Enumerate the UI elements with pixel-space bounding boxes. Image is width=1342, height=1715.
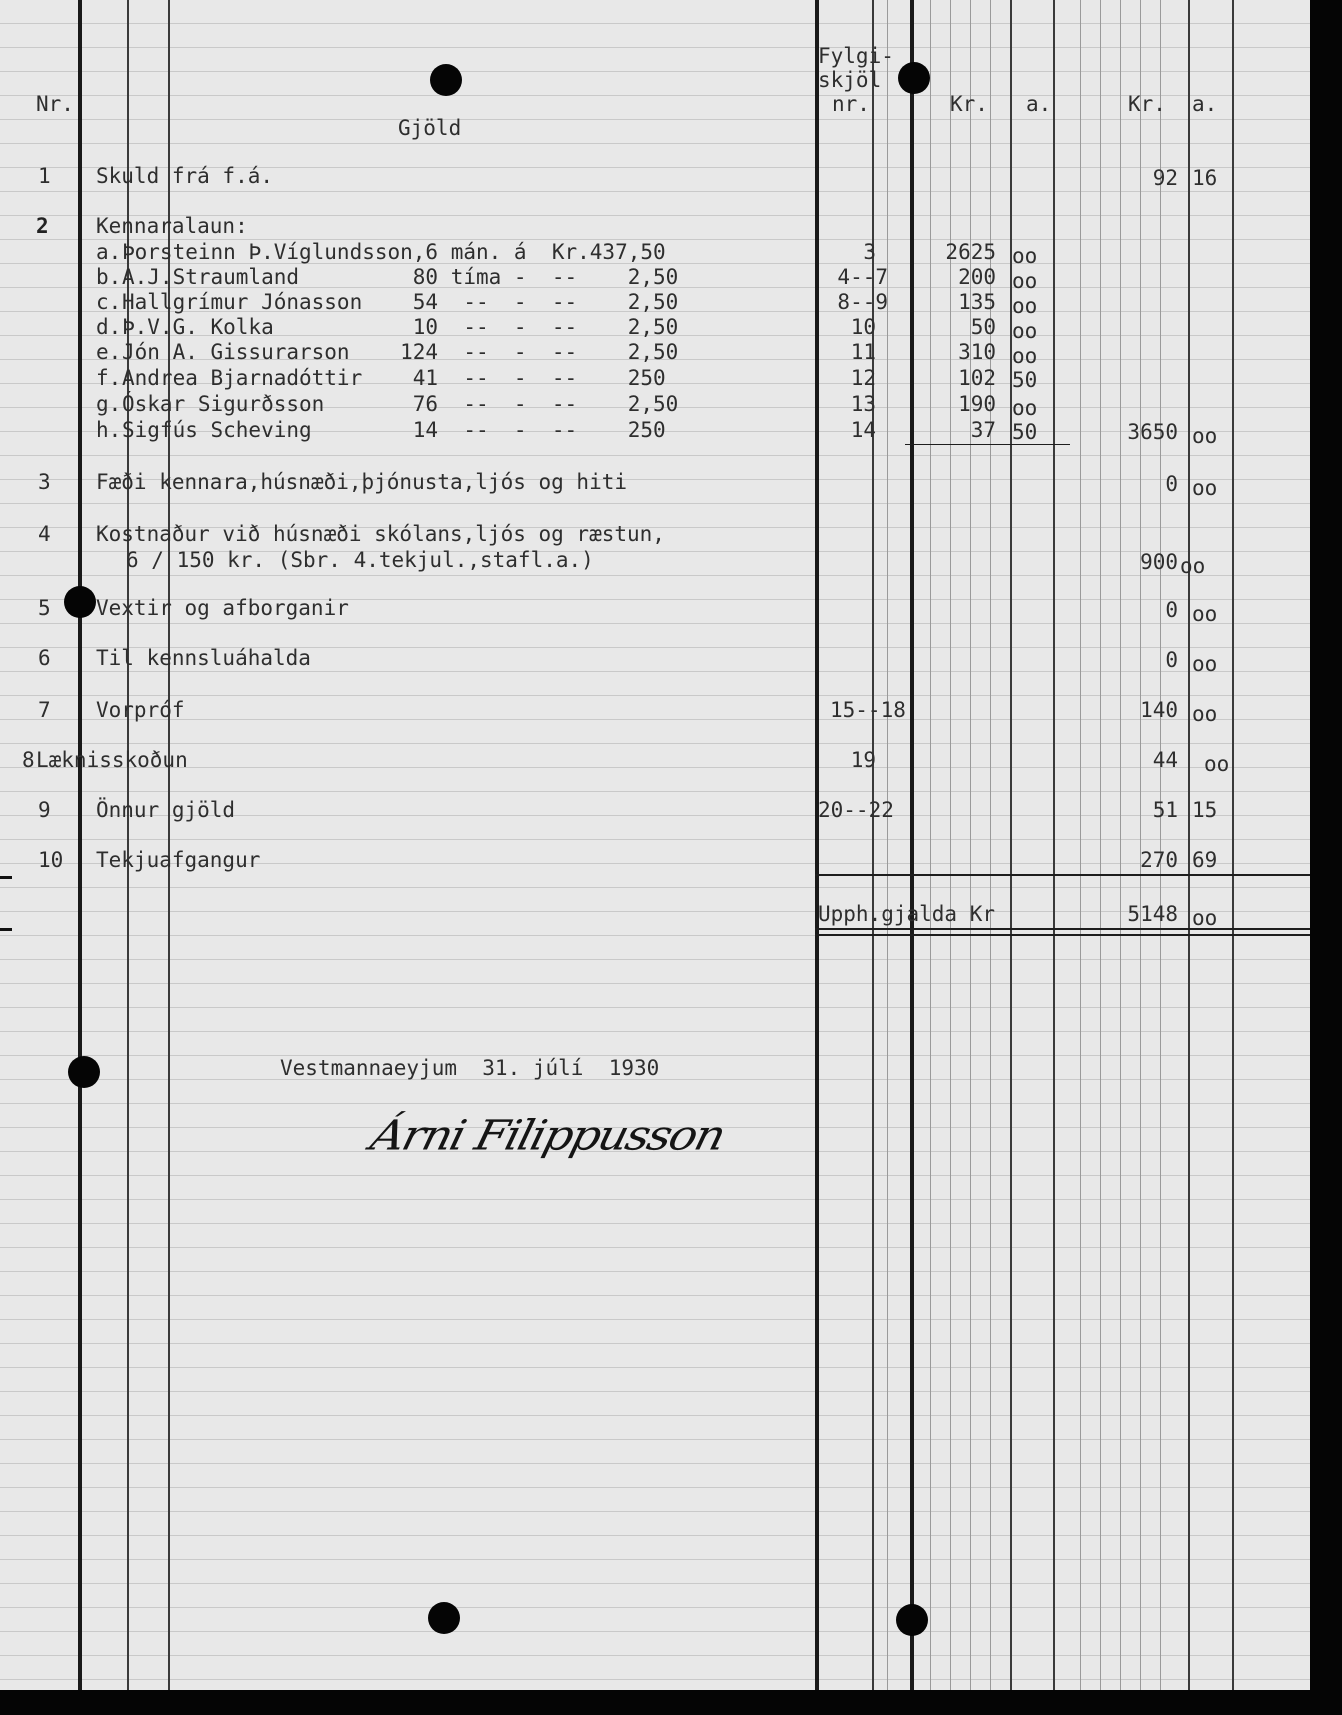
item-text: Kostnaður við húsnæði skólans,ljós og ræstun, — [96, 522, 665, 546]
total-label: Upph.gjalda Kr — [818, 902, 996, 926]
total-rule-bottom-2 — [815, 934, 1310, 936]
item-nr: 5 — [38, 596, 51, 620]
header-nr: Nr. — [36, 92, 74, 116]
teacher-line: Hallgrímur Jónasson 54 -- - -- 2,50 — [122, 290, 679, 314]
margin-rule-left — [78, 0, 82, 1690]
item-a: 69 — [1192, 848, 1218, 872]
rule-fylgi-left — [815, 0, 819, 1690]
rule — [1100, 0, 1101, 1690]
teacher-fylgi: 10 — [850, 315, 876, 339]
rule — [1080, 0, 1081, 1690]
place-date: Vestmannaeyjum 31. júlí 1930 — [280, 1056, 660, 1080]
item-kr: 51 — [1152, 798, 1178, 822]
item-a: oo — [1192, 602, 1218, 626]
teacher-fylgi: 12 — [850, 366, 876, 390]
teacher-kr: 310 — [958, 340, 996, 364]
item-a: oo — [1192, 652, 1218, 676]
teacher-letter: d. — [96, 315, 122, 339]
item-a: oo — [1192, 476, 1218, 500]
teacher-a: 50 — [1012, 368, 1038, 392]
total-a: oo — [1192, 906, 1218, 930]
rule — [1120, 0, 1121, 1690]
item-a: 16 — [1192, 166, 1218, 190]
teacher-line: Þorsteinn Þ.Víglundsson,6 mán. á Kr.437,50 — [122, 240, 666, 264]
teacher-line: A.J.Straumland 80 tíma - -- 2,50 — [122, 265, 679, 289]
item-text: Önnur gjöld — [96, 798, 236, 822]
teacher-kr: 37 — [970, 418, 996, 442]
teacher-a: oo — [1012, 269, 1038, 293]
item-a: oo — [1192, 702, 1218, 726]
teacher-fylgi: 3 — [863, 240, 876, 264]
item-text: Tekjuafgangur — [96, 848, 261, 872]
item-text: Kennaralaun: — [96, 214, 248, 238]
teacher-a: oo — [1012, 396, 1038, 420]
teacher-a: 50 — [1012, 420, 1038, 444]
rule-a2-left — [1188, 0, 1190, 1690]
item-text: Skuld frá f.á. — [96, 164, 274, 188]
punch-hole — [68, 1056, 100, 1088]
teacher-line: Óskar Sigurðsson 76 -- - -- 2,50 — [122, 392, 679, 416]
teacher-fylgi: 11 — [850, 340, 876, 364]
item-nr: 3 — [38, 470, 51, 494]
item-nr: 2 — [36, 214, 49, 238]
rule-a1-left — [1053, 0, 1055, 1690]
teacher-fylgi: 14 — [850, 418, 876, 442]
item-text: Til kennsluáhalda — [96, 646, 311, 670]
teacher-line: Jón A. Gissurarson 124 -- - -- 2,50 — [122, 340, 679, 364]
item-text: Læknisskoðun — [36, 748, 188, 772]
item-kr: 0 — [1165, 598, 1178, 622]
teacher-letter: h. — [96, 418, 122, 442]
header-fylgi-3: nr. — [832, 92, 870, 116]
teacher-kr: 190 — [958, 392, 996, 416]
total-rule-top — [815, 874, 1310, 876]
item-text: Vextir og afborganir — [96, 596, 349, 620]
item-fylgi: 19 — [850, 748, 876, 772]
teacher-fylgi: 13 — [850, 392, 876, 416]
teachers-total-kr: 3650 — [1127, 420, 1178, 444]
item-a: oo — [1180, 554, 1206, 578]
punch-hole — [896, 1604, 928, 1636]
teacher-a: oo — [1012, 319, 1038, 343]
teacher-a: oo — [1012, 244, 1038, 268]
item-kr: 92 — [1152, 166, 1178, 190]
teacher-line: Andrea Bjarnadóttir 41 -- - -- 250 — [122, 366, 666, 390]
teacher-kr: 200 — [958, 265, 996, 289]
total-kr: 5148 — [1127, 902, 1178, 926]
header-kr1: Kr. — [950, 92, 988, 116]
item-nr: 4 — [38, 522, 51, 546]
item-kr: 140 — [1140, 698, 1178, 722]
header-fylgi-2: skjöl — [818, 68, 882, 92]
teacher-letter: f. — [96, 366, 122, 390]
item-a: 15 — [1192, 798, 1218, 822]
teacher-kr: 102 — [958, 366, 996, 390]
teacher-letter: c. — [96, 290, 122, 314]
item-a: oo — [1204, 752, 1230, 776]
item-text: Vorpróf — [96, 698, 185, 722]
item-nr: 1 — [38, 164, 51, 188]
item-kr: 900 — [1140, 550, 1178, 574]
rule — [1140, 0, 1141, 1690]
header-kr2: Kr. — [1128, 92, 1166, 116]
item-fylgi: 20--22 — [818, 798, 894, 822]
teacher-letter: a. — [96, 240, 122, 264]
teacher-letter: g. — [96, 392, 122, 416]
header-a1: a. — [1026, 92, 1052, 116]
item-text: Fæði kennara,húsnæði,þjónusta,ljós og hiti — [96, 470, 628, 494]
item-kr: 0 — [1165, 648, 1178, 672]
item-nr: 10 — [38, 848, 64, 872]
item-nr: 6 — [38, 646, 51, 670]
teacher-kr: 135 — [958, 290, 996, 314]
rule-right — [1232, 0, 1234, 1690]
item-nr: 7 — [38, 698, 51, 722]
teacher-a: oo — [1012, 294, 1038, 318]
teacher-line: Sigfús Scheving 14 -- - -- 250 — [122, 418, 666, 442]
teachers-total-a: oo — [1192, 424, 1218, 448]
item-text-line-2: 6 / 150 kr. (Sbr. 4.tekjul.,stafl.a.) — [126, 548, 594, 572]
teacher-fylgi: 4--7 — [837, 265, 888, 289]
rule — [887, 0, 888, 1690]
total-rule-bottom-1 — [815, 928, 1310, 930]
rule — [1160, 0, 1161, 1690]
item-kr: 44 — [1152, 748, 1178, 772]
header-a2: a. — [1192, 92, 1218, 116]
signature: Árni Filippusson — [365, 1110, 730, 1160]
margin-tick — [0, 876, 12, 879]
teacher-letter: b. — [96, 265, 122, 289]
item-kr: 270 — [1140, 848, 1178, 872]
item-nr: 8 — [22, 748, 35, 772]
item-nr: 9 — [38, 798, 51, 822]
teacher-letter: e. — [96, 340, 122, 364]
punch-hole — [430, 64, 462, 96]
header-title: Gjöld — [398, 116, 462, 140]
header-fylgi-1: Fylgi- — [818, 44, 894, 68]
punch-hole — [428, 1602, 460, 1634]
teacher-fylgi: 8--9 — [837, 290, 888, 314]
margin-tick — [0, 928, 12, 931]
item-kr: 0 — [1165, 472, 1178, 496]
punch-hole — [898, 62, 930, 94]
teacher-kr: 2625 — [945, 240, 996, 264]
punch-hole — [64, 586, 96, 618]
subtotal-rule — [905, 444, 1070, 445]
item-fylgi: 15--18 — [830, 698, 906, 722]
teacher-a: oo — [1012, 344, 1038, 368]
teacher-kr: 50 — [970, 315, 996, 339]
teacher-line: Þ.V.G. Kolka 10 -- - -- 2,50 — [122, 315, 679, 339]
